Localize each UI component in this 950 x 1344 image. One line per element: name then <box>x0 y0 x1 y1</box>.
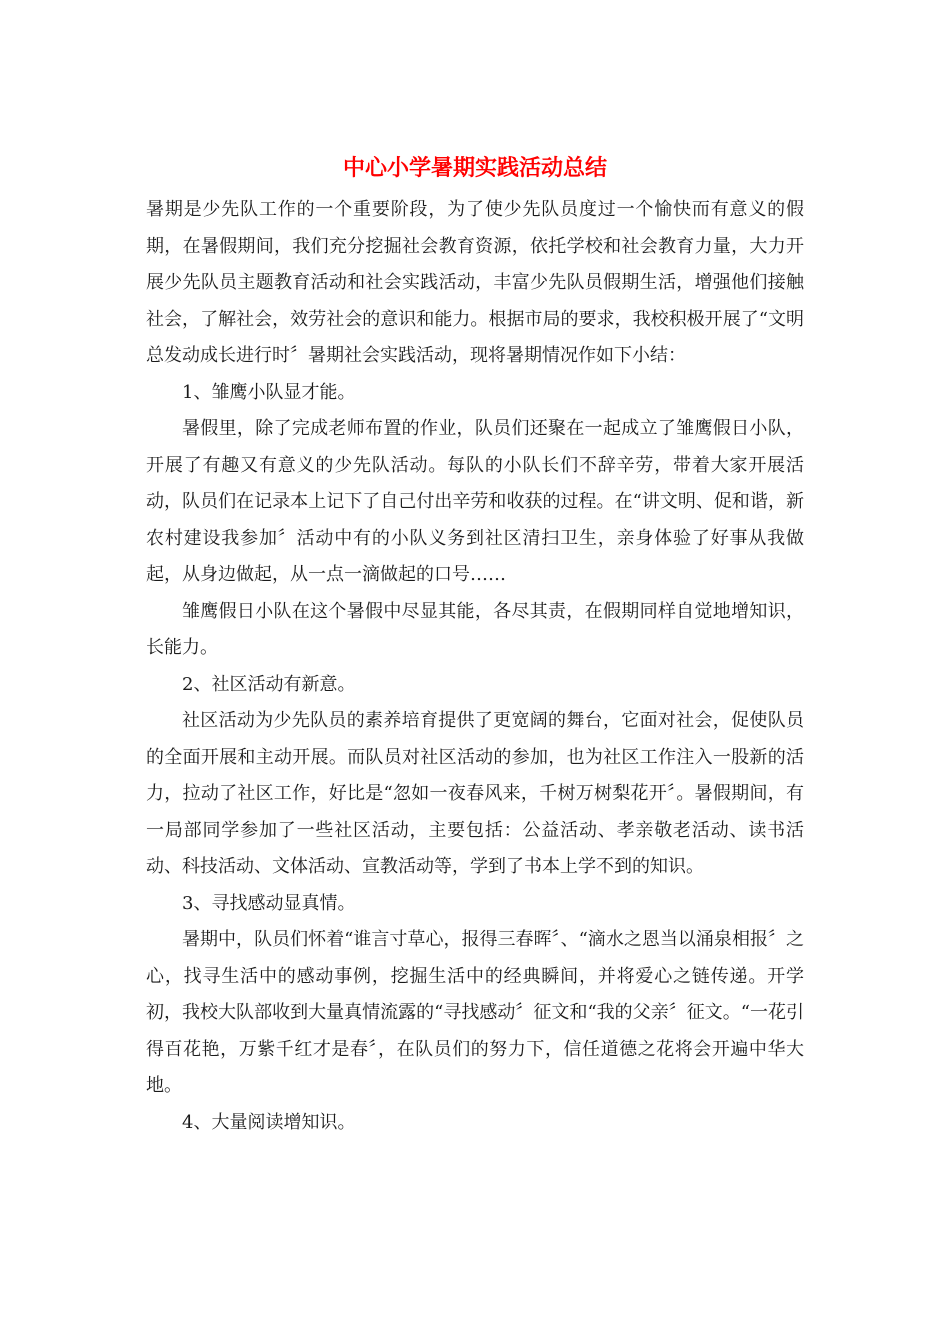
paragraph: 雏鹰假日小队在这个暑假中尽显其能，各尽其责，在假期同样自觉地增知识，长能力。 <box>146 600 804 658</box>
section-heading-2: 2、社区活动有新意。 <box>182 673 356 695</box>
paragraph-intro: 暑期是少先队工作的一个重要阶段，为了使少先队员度过一个愉快而有意义的假期，在暑假期间，我们充分挖掘社会教育资源，依托学校和社会教育力量，大力开展少先队员主题教育活动和社会实践活动，丰富少先队员假期生活，增强他们接触社会，了解社会，效劳社会的意识和能力。根据市局的要求，我校积极开展了“文明总发动成长进行时〞暑期社会实践活动，现将暑期情况作如下小结： <box>146 199 804 366</box>
document-title: 中心小学暑期实践活动总结 <box>342 155 607 181</box>
paragraph: 社区活动为少先队员的素养培育提供了更宽阔的舞台，它面对社会，促使队员的全面开展和主动开展。而队员对社区活动的参加，也为社区工作注入一股新的活力，拉动了社区工作，好比是“忽如一夜春风来，千树万树梨花开〞。暑假期间，有一局部同学参加了一些社区活动，主要包括：公益活动、孝亲敬老活动、读书活动、科技活动、文体活动、宣教活动等，学到了书本上学不到的知识。 <box>146 710 804 877</box>
paragraph: 暑期中，队员们怀着“谁言寸草心，报得三春晖〞、“滴水之恩当以涌泉相报〞之心，找寻生活中的感动事例，挖掘生活中的经典瞬间，并将爱心之链传递。开学初，我校大队部收到大量真情流露的“寻找感动〞征文和“我的父亲〞征文。“一花引得百花艳，万紫千红才是春〞，在队员们的努力下，信任道德之花将会开遍中华大地。 <box>146 929 804 1096</box>
section-heading-1: 1、雏鹰小队显才能。 <box>182 381 356 403</box>
section-heading-4: 4、大量阅读增知识。 <box>182 1111 356 1133</box>
paragraph: 暑假里，除了完成老师布置的作业，队员们还聚在一起成立了雏鹰假日小队，开展了有趣又有意义的少先队活动。每队的小队长们不辞辛劳，带着大家开展活动，队员们在记录本上记下了自己付出辛劳和收获的过程。在“讲文明、促和谐，新农村建设我参加〞活动中有的小队义务到社区清扫卫生，亲身体验了好事从我做起，从身边做起，从一点一滴做起的口号…… <box>146 418 804 585</box>
document-body <box>146 192 804 1141</box>
section-heading-3: 3、寻找感动显真情。 <box>182 892 356 914</box>
